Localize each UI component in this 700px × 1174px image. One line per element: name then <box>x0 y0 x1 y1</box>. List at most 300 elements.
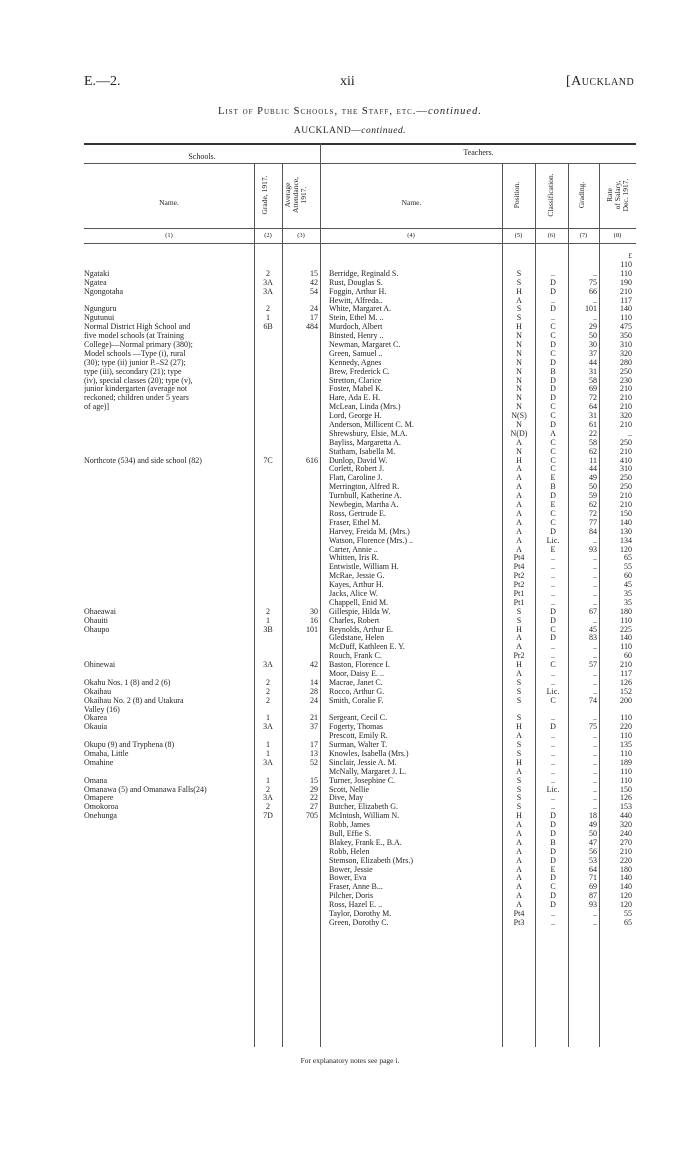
position-cell: A <box>516 473 522 483</box>
classification-cell: B <box>550 366 556 376</box>
teacher-name-cell: Merrington, Alfred R. <box>329 482 400 492</box>
grade-cell: 3A <box>263 286 273 296</box>
salary-cell: 310 <box>620 340 632 350</box>
attendance-cell: 16 <box>310 615 318 625</box>
grade-cell: 1 <box>266 748 270 758</box>
salary-cell: 110 <box>620 731 632 741</box>
teacher-name-cell: Statham, Isabella M. <box>329 446 396 456</box>
table-row <box>0 882 700 891</box>
salary-cell: 152 <box>620 686 632 696</box>
table-row <box>0 651 700 660</box>
table-row <box>0 571 700 580</box>
classification-cell: .. <box>551 802 555 812</box>
attendance-cell: 42 <box>310 660 318 670</box>
position-cell: S <box>516 713 522 723</box>
teacher-name-cell: Baston, Florence I. <box>329 660 390 670</box>
classification-cell: .. <box>551 313 555 323</box>
table-row <box>0 758 700 767</box>
table-row <box>0 909 700 918</box>
grading-cell: .. <box>593 597 597 607</box>
table-row <box>0 607 700 616</box>
classification-cell: D <box>550 357 556 367</box>
teacher-name-cell: Reynolds, Arthur E. <box>329 624 393 634</box>
grading-cell: 67 <box>589 606 597 616</box>
table-row <box>0 625 700 634</box>
salary-cell: 270 <box>620 837 632 847</box>
school-name-cell: Model schools —Type (i), rural <box>84 348 186 358</box>
teacher-name-cell: Taylor, Dorothy M. <box>329 909 392 919</box>
grading-cell: .. <box>593 295 597 305</box>
salary-cell: 45 <box>624 580 632 590</box>
classification-cell: .. <box>551 268 555 278</box>
school-name-cell: Northcote (534) and side school (82) <box>84 455 202 465</box>
attendance-cell: 28 <box>310 686 318 696</box>
attendance-cell: 30 <box>310 606 318 616</box>
grading-cell: 77 <box>589 517 597 527</box>
section-title-continued: continued. <box>361 126 407 136</box>
school-name-cell: Ngunguru <box>84 304 117 314</box>
grading-cell: 61 <box>589 420 597 430</box>
teacher-name-cell: Kayes, Arthur H. <box>329 580 384 590</box>
classification-cell: Lic. <box>546 535 560 545</box>
salary-cell: 140 <box>620 873 632 883</box>
table-row <box>0 340 700 349</box>
salary-cell: 210 <box>620 446 632 456</box>
grade-cell: 2 <box>266 606 270 616</box>
teacher-name-cell: Dive, May <box>329 793 364 803</box>
page-reference: E.—2. <box>84 74 121 89</box>
grading-cell: .. <box>593 580 597 590</box>
teachers-group-rule <box>321 163 636 164</box>
grade-cell: 1 <box>266 775 270 785</box>
position-cell: A <box>516 295 522 305</box>
school-name-cell: type (iii), secondary (21); type <box>84 366 182 376</box>
table-row <box>0 509 700 518</box>
table-row <box>0 847 700 856</box>
grading-cell: .. <box>593 642 597 652</box>
position-cell: A <box>516 491 522 501</box>
attendance-cell: 42 <box>310 277 318 287</box>
position-cell: Pt1 <box>513 597 525 607</box>
teacher-name-cell: Entwistle, William H. <box>329 562 399 572</box>
grade-cell: 3A <box>263 722 273 732</box>
teacher-name-cell: Flatt, Caroline J. <box>329 473 383 483</box>
table-row <box>0 358 700 367</box>
column-header-grading: Grading. <box>577 181 586 209</box>
grading-cell: 47 <box>589 837 597 847</box>
position-cell: N <box>516 446 522 456</box>
table-row <box>0 687 700 696</box>
table-row <box>0 313 700 322</box>
table-row <box>0 642 700 651</box>
grading-cell: .. <box>593 651 597 661</box>
teacher-name-cell: McLean, Linda (Mrs.) <box>329 402 401 412</box>
salary-cell: 120 <box>620 900 632 910</box>
school-name-cell: Omanawa (5) and Omanawa Falls(24) <box>84 784 207 794</box>
grade-cell: 7C <box>263 455 273 465</box>
grading-cell: 87 <box>589 891 597 901</box>
position-cell: N(S) <box>511 411 527 421</box>
salary-cell: 65 <box>624 917 632 927</box>
position-cell: N(D) <box>510 428 528 438</box>
teacher-name-cell: Bower, Eva <box>329 873 367 883</box>
school-name-cell: Ohaeawai <box>84 606 116 616</box>
position-cell: Pt4 <box>513 553 525 563</box>
grading-cell: .. <box>593 268 597 278</box>
school-name-cell: Okaihau No. 2 (8) and Utakura <box>84 695 184 705</box>
classification-cell: D <box>550 420 556 430</box>
grading-cell: 22 <box>589 428 597 438</box>
salary-cell: 35 <box>624 597 632 607</box>
grade-cell: 2 <box>266 784 270 794</box>
column-number: (5) <box>514 232 523 239</box>
salary-cell: 140 <box>620 517 632 527</box>
classification-cell: B <box>550 482 556 492</box>
grade-cell: 2 <box>266 686 270 696</box>
grading-cell: 72 <box>589 393 597 403</box>
region-label: [Auckland <box>566 74 635 89</box>
grading-cell: 74 <box>589 695 597 705</box>
classification-cell: D <box>550 846 556 856</box>
column-header-classification: Classification. <box>546 173 555 217</box>
table-body <box>0 260 700 927</box>
table-row <box>0 518 700 527</box>
table-row <box>0 589 700 598</box>
grading-cell: .. <box>593 553 597 563</box>
classification-cell: D <box>550 491 556 501</box>
salary-cell: 225 <box>620 624 632 634</box>
position-cell: H <box>516 722 522 732</box>
salary-cell: 410 <box>620 455 632 465</box>
column-header-school-name: Name. <box>159 198 179 207</box>
classification-cell: C <box>550 695 556 705</box>
column-number: (8) <box>613 232 622 239</box>
table-row <box>0 598 700 607</box>
attendance-cell: 101 <box>306 624 318 634</box>
classification-cell: D <box>550 820 556 830</box>
salary-cell: 310 <box>620 464 632 474</box>
classification-cell: .. <box>551 766 555 776</box>
teacher-name-cell: Robb, Helen <box>329 846 370 856</box>
position-cell: Pt2 <box>513 571 525 581</box>
table-row <box>0 473 700 482</box>
schools-group-rule <box>84 163 320 164</box>
grading-cell: 69 <box>589 384 597 394</box>
salary-cell: 110 <box>620 260 632 269</box>
grading-cell: 64 <box>589 864 597 874</box>
table-row <box>0 820 700 829</box>
salary-cell: 180 <box>620 606 632 616</box>
classification-cell: C <box>550 446 556 456</box>
classification-cell: E <box>550 473 556 483</box>
position-cell: A <box>516 731 522 741</box>
salary-cell: 110 <box>620 713 632 723</box>
salary-cell: 240 <box>620 829 632 838</box>
school-name-cell: Onehunga <box>84 811 117 821</box>
teacher-name-cell: Dunlop, David W. <box>329 455 388 465</box>
teacher-name-cell: Sinclair, Jessie A. M. <box>329 757 397 767</box>
position-cell: Pt4 <box>513 909 525 919</box>
teacher-name-cell: Carter, Annie .. <box>329 544 378 554</box>
table-row <box>0 891 700 900</box>
teacher-name-cell: Rocco, Arthur G. <box>329 686 385 696</box>
school-name-cell: Omaha, Little <box>84 748 129 758</box>
classification-cell: E <box>550 500 556 510</box>
teacher-name-cell: Green, Dorothy C. <box>329 917 389 927</box>
attendance-cell: 24 <box>310 304 318 314</box>
teacher-name-cell: Kennedy, Agnes <box>329 357 382 367</box>
grading-cell: .. <box>593 802 597 812</box>
table-row <box>0 767 700 776</box>
salary-cell: 117 <box>620 668 632 678</box>
column-number-rule <box>84 243 636 244</box>
position-cell: A <box>516 517 522 527</box>
salary-cell: 140 <box>620 633 632 643</box>
position-cell: N <box>516 375 522 385</box>
school-name-cell: Ngatea <box>84 277 107 287</box>
table-row <box>0 669 700 678</box>
teacher-name-cell: Fraser, Ethel M. <box>329 517 381 527</box>
teacher-name-cell: Turner, Josephine C. <box>329 775 396 785</box>
grading-cell: 93 <box>589 900 597 910</box>
school-name-cell: College)—Normal primary (380); <box>84 340 193 350</box>
position-cell: Pt3 <box>513 917 525 927</box>
position-cell: A <box>516 864 522 874</box>
classification-cell: .. <box>551 793 555 803</box>
position-cell: H <box>516 322 522 332</box>
attendance-cell: 52 <box>310 757 318 767</box>
salary-cell: 475 <box>620 322 632 332</box>
salary-cell: 110 <box>620 775 632 785</box>
position-cell: Pr2 <box>513 651 525 661</box>
column-number: (1) <box>165 232 173 239</box>
school-name-cell: reckoned; children under 5 years <box>84 393 189 403</box>
classification-cell: D <box>550 393 556 403</box>
grading-cell: 31 <box>589 411 597 421</box>
teacher-name-cell: Foggin, Arthur H. <box>329 286 387 296</box>
grade-cell: 2 <box>266 677 270 687</box>
table-row <box>0 873 700 882</box>
position-cell: A <box>516 900 522 910</box>
teacher-name-cell: Macrae, Janet C. <box>329 677 383 687</box>
table-row <box>0 785 700 794</box>
position-cell: A <box>516 855 522 865</box>
classification-cell: C <box>550 508 556 518</box>
table-row <box>0 296 700 305</box>
position-cell: N <box>516 393 522 403</box>
school-name-cell: (iv), special classes (20); type (v), <box>84 375 193 385</box>
grade-cell: 2 <box>266 695 270 705</box>
position-cell: S <box>516 277 522 287</box>
teacher-name-cell: Chappell, Enid M. <box>329 597 389 607</box>
teacher-name-cell: Charles, Robert <box>329 615 380 625</box>
table-row <box>0 722 700 731</box>
classification-cell: C <box>550 624 556 634</box>
table-row <box>0 802 700 811</box>
column-number: (6) <box>547 232 556 239</box>
position-cell: Pt1 <box>513 588 525 598</box>
salary-cell: 65 <box>624 553 632 563</box>
classification-cell: .. <box>551 757 555 767</box>
teacher-name-cell: Scott, Nellie <box>329 784 369 794</box>
classification-cell: C <box>550 411 556 421</box>
salary-cell: 350 <box>620 331 632 341</box>
teacher-name-cell: Prescott, Emily R. <box>329 731 388 741</box>
teacher-name-cell: Ross, Gertrude E. <box>329 508 386 518</box>
table-row <box>0 900 700 909</box>
salary-cell: 210 <box>620 500 632 510</box>
position-cell: N <box>516 331 522 341</box>
table-row <box>0 331 700 340</box>
column-header-grade: Grade, 1917. <box>260 175 269 215</box>
position-cell: S <box>516 677 522 687</box>
table-row <box>0 696 700 705</box>
grade-cell: 2 <box>266 802 270 812</box>
section-title <box>0 126 700 136</box>
salary-cell: 130 <box>620 526 632 536</box>
teacher-name-cell: McDuff, Kathleen E. Y. <box>329 642 405 652</box>
position-cell: S <box>516 775 522 785</box>
table-row <box>0 616 700 625</box>
teacher-name-cell: Corlett, Robert J. <box>329 464 385 474</box>
grading-cell: 49 <box>589 820 597 830</box>
attendance-cell: 705 <box>306 811 318 821</box>
grade-cell: 2 <box>266 268 270 278</box>
column-number: (3) <box>297 232 305 239</box>
position-cell: A <box>516 437 522 447</box>
grading-cell: 93 <box>589 544 597 554</box>
grade-cell: 6B <box>263 322 273 332</box>
teacher-name-cell: Berridge, Reginald S. <box>329 268 399 278</box>
position-cell: A <box>516 820 522 830</box>
teacher-name-cell: McIntosh, William N. <box>329 811 400 821</box>
school-name-cell: (30); type (ii) junior P.–S2 (27); <box>84 357 186 367</box>
teacher-name-cell: Lord, George H. <box>329 411 382 421</box>
table-row <box>0 500 700 509</box>
position-cell: A <box>516 873 522 883</box>
position-cell: A <box>516 642 522 652</box>
school-name-cell: Ohaupo <box>84 624 110 634</box>
salary-cell: 110 <box>620 642 632 652</box>
position-cell: S <box>516 606 522 616</box>
grading-cell: 11 <box>589 455 597 465</box>
column-number: (7) <box>579 232 588 239</box>
grading-cell: 49 <box>589 473 597 483</box>
position-cell: N <box>516 348 522 358</box>
school-name-cell: Ohinewai <box>84 660 116 670</box>
table-row <box>0 402 700 411</box>
grading-cell: .. <box>593 917 597 927</box>
grading-cell: .. <box>593 313 597 323</box>
teacher-name-cell: Newman, Margaret C. <box>329 340 401 350</box>
grading-cell: 62 <box>589 446 597 456</box>
position-cell: A <box>516 464 522 474</box>
grading-cell: .. <box>593 757 597 767</box>
teacher-name-cell: Whitten, Iris R. <box>329 553 379 563</box>
position-cell: A <box>516 633 522 643</box>
attendance-cell: 54 <box>310 286 318 296</box>
table-row <box>0 660 700 669</box>
classification-cell: E <box>550 864 556 874</box>
classification-cell: .. <box>551 580 555 590</box>
table-row <box>0 678 700 687</box>
teacher-name-cell: McRae, Jessie G. <box>329 571 385 581</box>
grading-cell: 50 <box>589 482 597 492</box>
position-cell: N <box>516 384 522 394</box>
position-cell: S <box>516 686 522 696</box>
classification-cell: .. <box>551 713 555 723</box>
salary-cell: 200 <box>620 695 632 705</box>
salary-cell: 150 <box>620 784 632 794</box>
grading-cell: 44 <box>589 357 597 367</box>
classification-cell: .. <box>551 651 555 661</box>
school-name-cell: Normal District High School and <box>84 322 191 332</box>
table-row <box>0 438 700 447</box>
position-cell: A <box>516 891 522 901</box>
attendance-cell: 37 <box>310 722 318 732</box>
position-cell: S <box>516 793 522 803</box>
classification-cell: .. <box>551 571 555 581</box>
classification-cell: D <box>550 873 556 883</box>
grading-cell: .. <box>593 784 597 794</box>
school-name-cell: Omahine <box>84 757 114 767</box>
grading-cell: 66 <box>589 286 597 296</box>
classification-cell: D <box>550 384 556 394</box>
school-name-cell: Ngongotaha <box>84 286 124 296</box>
salary-cell: 189 <box>620 757 632 767</box>
teacher-name-cell: Smith, Coralie F. <box>329 695 384 705</box>
position-cell: S <box>516 802 522 812</box>
salary-cell: 120 <box>620 891 632 901</box>
column-number: (4) <box>407 232 415 239</box>
grading-cell: 31 <box>589 366 597 376</box>
classification-cell: .. <box>551 553 555 563</box>
table-row <box>0 829 700 838</box>
grading-cell: 62 <box>589 500 597 510</box>
teacher-name-cell: Sergeant, Cecil C. <box>329 713 388 723</box>
salary-cell: 230 <box>620 375 632 385</box>
salary-cell: 55 <box>624 909 632 919</box>
grading-cell: .. <box>593 668 597 678</box>
school-name-cell: Okauia <box>84 722 108 732</box>
table-row <box>0 304 700 313</box>
salary-cell: 60 <box>624 571 632 581</box>
position-cell: S <box>516 695 522 705</box>
teacher-name-cell: Murdoch, Albert <box>329 322 383 332</box>
teacher-name-cell: Stein, Ethel M. .. <box>329 313 384 323</box>
teacher-name-cell: Ross, Hazel E. .. <box>329 900 383 910</box>
attendance-cell: 13 <box>310 748 318 758</box>
currency-symbol: £ <box>628 251 632 260</box>
grade-cell: 3A <box>263 757 273 767</box>
grading-cell: .. <box>593 740 597 750</box>
position-cell: N <box>516 357 522 367</box>
salary-cell: 250 <box>620 473 632 483</box>
grading-cell: .. <box>593 793 597 803</box>
classification-cell: D <box>550 891 556 901</box>
classification-cell: D <box>550 340 556 350</box>
salary-cell: 110 <box>620 313 632 323</box>
position-cell: S <box>516 304 522 314</box>
classification-cell: D <box>550 722 556 732</box>
teacher-name-cell: Turnbull, Katherine A. <box>329 491 402 501</box>
table-row <box>0 545 700 554</box>
school-name-cell: Okaihau <box>84 686 112 696</box>
teacher-name-cell: Moor, Daisy E. .. <box>329 668 385 678</box>
position-cell: A <box>516 766 522 776</box>
table-row <box>0 482 700 491</box>
table-row <box>0 420 700 429</box>
